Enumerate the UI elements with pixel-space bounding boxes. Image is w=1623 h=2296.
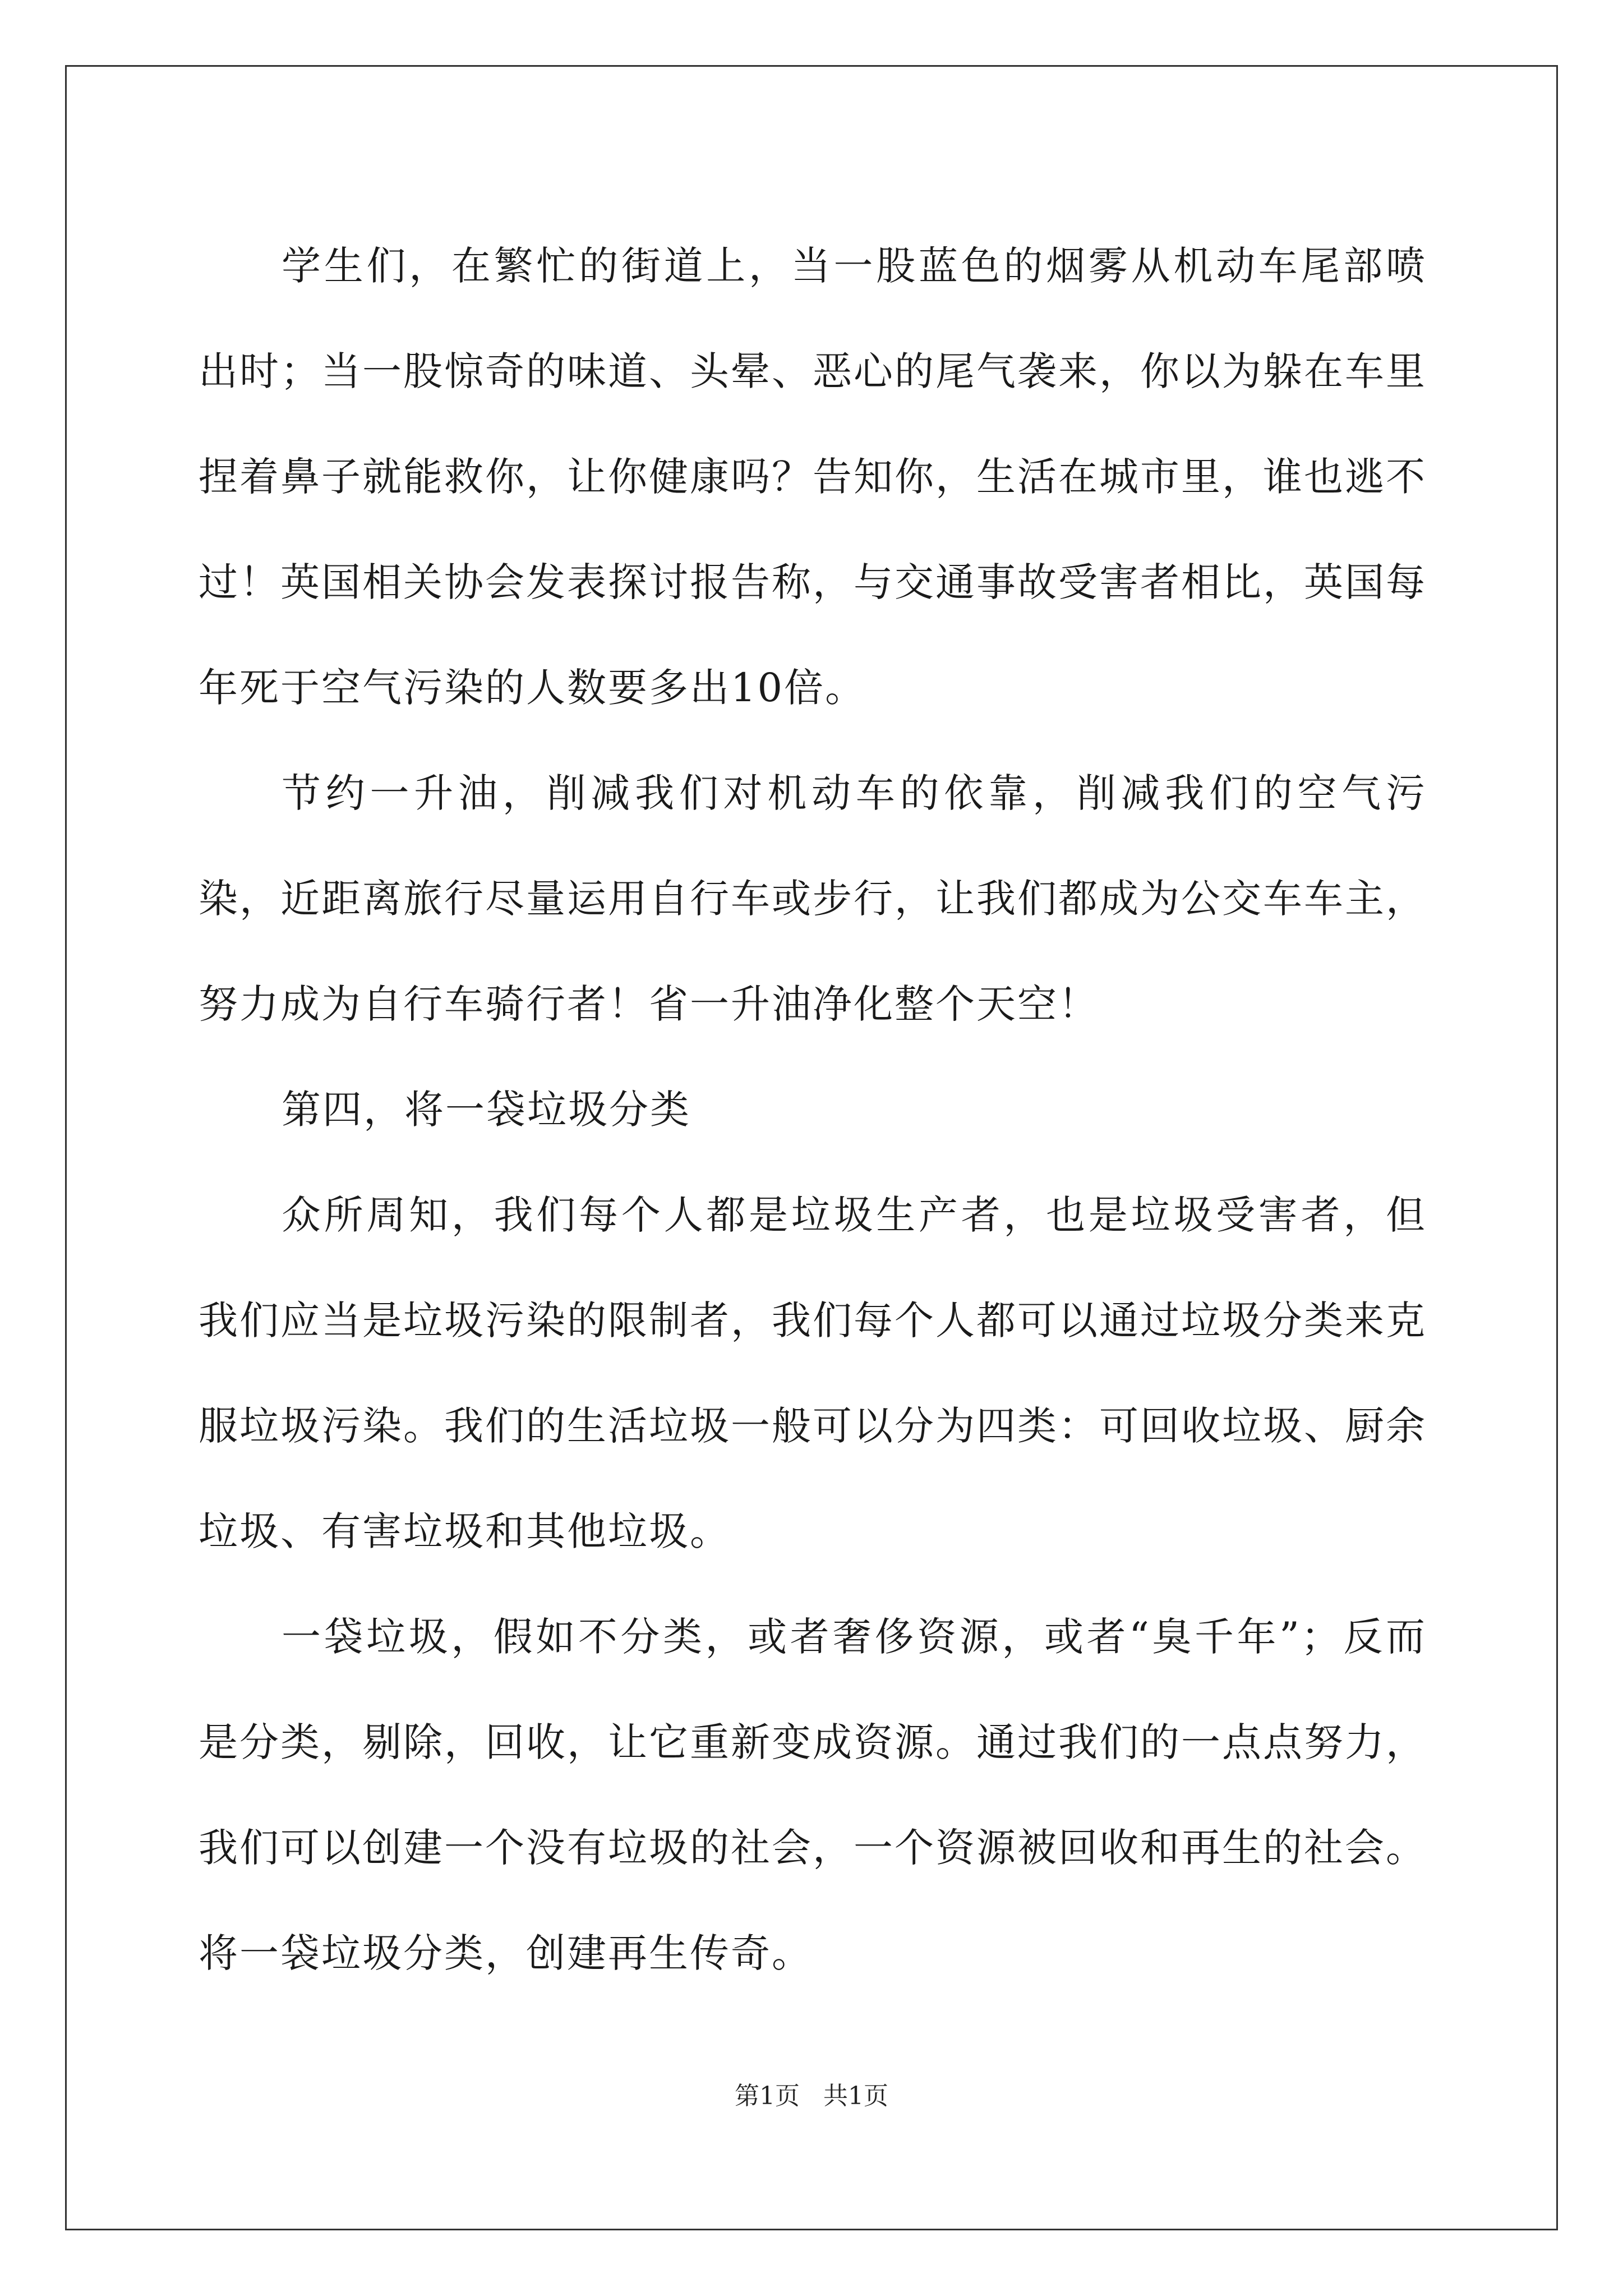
paragraph-2: 节约一升油，削减我们对机动车的依靠，削减我们的空气污染，近距离旅行尽量运用自行车或步行，让我们都成为公交车车主，努力成为自行车骑行者！省一升油净化整个天空！	[199, 770, 1427, 1027]
document-body	[199, 213, 1427, 2006]
page-number-footer: 第1页 共1页	[735, 2082, 888, 2110]
paragraph-1: 学生们，在繁忙的街道上，当一股蓝色的烟雾从机动车尾部喷出时；当一股惊奇的味道、头晕、恶心的尾气袭来，你以为躲在车里捏着鼻子就能救你，让你健康吗？告知你，生活在城市里，谁也逃不过！英国相关协会发表探讨报告称，与交通事故受害者相比，英国每年死于空气污染的人数要多出10倍。	[199, 243, 1427, 711]
paragraph-3: 众所周知，我们每个人都是垃圾生产者，也是垃圾受害者，但我们应当是垃圾污染的限制者，我们每个人都可以通过垃圾分类来克服垃圾污染。我们的生活垃圾一般可以分为四类：可回收垃圾、厨余垃圾、有害垃圾和其他垃圾。	[199, 1192, 1427, 1554]
paragraph-4: 一袋垃圾，假如不分类，或者奢侈资源，或者“臭千年”；反而是分类，剔除，回收，让它重新变成资源。通过我们的一点点努力，我们可以创建一个没有垃圾的社会，一个资源被回收和再生的社会。将一袋垃圾分类，创建再生传奇。	[199, 1614, 1427, 1976]
section-heading: 第四，将一袋垃圾分类	[282, 1087, 691, 1133]
